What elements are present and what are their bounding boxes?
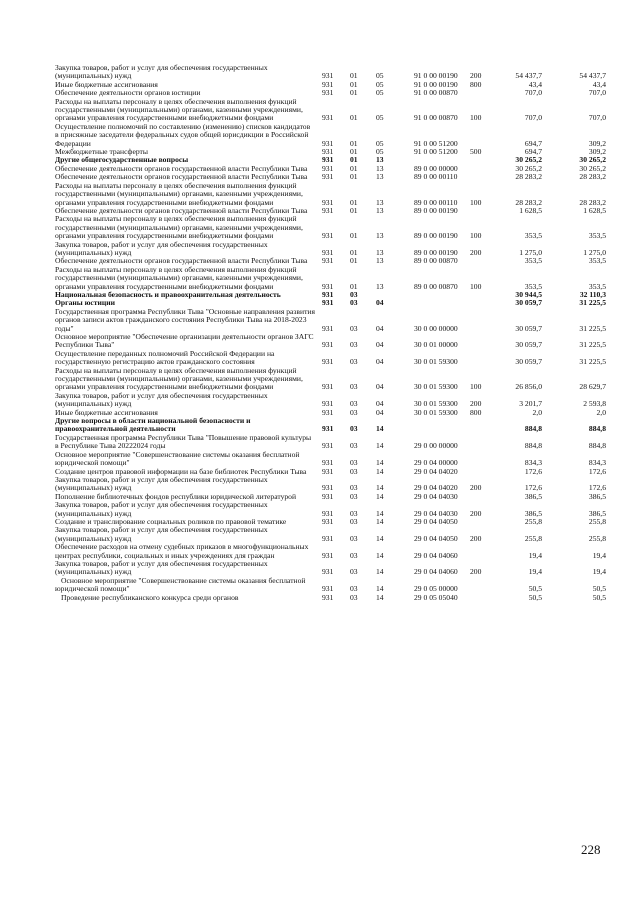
grbs-code-cell: 931 bbox=[322, 533, 334, 543]
target-article-cell: 29 0 04 04020 bbox=[414, 483, 458, 493]
subsection-code-cell: 13 bbox=[376, 172, 384, 182]
table-row bbox=[0, 123, 639, 148]
amount-year1-cell: 353,5 bbox=[524, 256, 542, 266]
budget-table bbox=[0, 64, 639, 602]
grbs-code-cell: 931 bbox=[322, 163, 334, 173]
grbs-code-cell: 931 bbox=[322, 407, 334, 417]
grbs-code-cell: 931 bbox=[322, 516, 334, 526]
amount-year1-cell: 30 059,7 bbox=[515, 340, 542, 350]
amount-year1-cell: 28 283,2 bbox=[515, 172, 542, 182]
row-description: Закупка товаров, работ и услуг для обеспечения государственных (муниципальных) нужд bbox=[55, 500, 268, 518]
subsection-code-cell: 05 bbox=[376, 79, 384, 89]
target-article-cell: 30 0 01 59300 bbox=[414, 357, 458, 367]
amount-year1-cell: 1 275,0 bbox=[519, 247, 542, 257]
subsection-code-cell: 14 bbox=[376, 491, 384, 501]
grbs-code-cell: 931 bbox=[322, 281, 334, 291]
amount-year2-cell: 2,0 bbox=[596, 407, 606, 417]
subsection-code-cell: 04 bbox=[376, 323, 384, 333]
target-article-cell: 29 0 04 04030 bbox=[414, 491, 458, 501]
amount-year2-cell: 353,5 bbox=[588, 231, 606, 241]
section-code-cell: 01 bbox=[350, 163, 358, 173]
amount-year2-cell: 172,6 bbox=[588, 466, 606, 476]
amount-year2-cell: 2 593,8 bbox=[583, 399, 606, 409]
table-row bbox=[0, 543, 639, 560]
section-code-cell: 03 bbox=[350, 466, 358, 476]
target-article-cell: 29 0 04 04020 bbox=[414, 466, 458, 476]
target-article-cell: 29 0 04 04060 bbox=[414, 567, 458, 577]
target-article-cell: 30 0 01 00000 bbox=[414, 340, 458, 350]
target-article-cell: 91 0 00 00190 bbox=[414, 71, 458, 81]
table-row bbox=[0, 182, 639, 207]
table-row bbox=[0, 392, 639, 409]
table-row bbox=[0, 501, 639, 518]
amount-year1-cell: 707,0 bbox=[524, 113, 542, 123]
amount-year2-cell: 30 265,2 bbox=[579, 163, 606, 173]
target-article-cell: 29 0 04 04050 bbox=[414, 533, 458, 543]
subsection-code-cell: 13 bbox=[376, 281, 384, 291]
target-article-cell: 91 0 00 00870 bbox=[414, 88, 458, 98]
table-row bbox=[0, 417, 639, 434]
expense-type-cell: 100 bbox=[470, 281, 482, 291]
amount-year1-cell: 19,4 bbox=[528, 567, 542, 577]
subsection-code-cell: 14 bbox=[376, 458, 384, 468]
section-code-cell: 01 bbox=[350, 172, 358, 182]
grbs-code-cell: 931 bbox=[322, 458, 334, 468]
table-row bbox=[0, 64, 639, 81]
amount-year2-cell: 32 110,3 bbox=[579, 289, 606, 299]
row-description: Государственная программа Республики Тыва "Основные направления развития органов записи актов гражданского состояния Республики Тыва на 2018-2023 годы" bbox=[55, 306, 315, 333]
grbs-code-cell: 931 bbox=[322, 340, 334, 350]
row-description: Расходы на выплаты персоналу в целях обеспечения выполнения функций государственными (муниципальными) органами, казенными учреждениями, органами управления государственными внебюджетными фондами bbox=[55, 180, 303, 207]
amount-year1-cell: 30 059,7 bbox=[515, 357, 542, 367]
grbs-code-cell: 931 bbox=[322, 256, 334, 266]
subsection-code-cell: 14 bbox=[376, 441, 384, 451]
target-article-cell: 91 0 00 00190 bbox=[414, 79, 458, 89]
amount-year2-cell: 1 275,0 bbox=[583, 247, 606, 257]
grbs-code-cell: 931 bbox=[322, 205, 334, 215]
expense-type-cell: 200 bbox=[470, 399, 482, 409]
subsection-code-cell: 04 bbox=[376, 340, 384, 350]
amount-year2-cell: 50,5 bbox=[592, 592, 606, 602]
section-code-cell: 01 bbox=[350, 147, 358, 157]
grbs-code-cell: 931 bbox=[322, 197, 334, 207]
grbs-code-cell: 931 bbox=[322, 247, 334, 257]
expense-type-cell: 800 bbox=[470, 407, 482, 417]
amount-year2-cell: 309,2 bbox=[588, 147, 606, 157]
table-row bbox=[0, 266, 639, 291]
target-article-cell: 89 0 00 00190 bbox=[414, 247, 458, 257]
section-code-cell: 01 bbox=[350, 247, 358, 257]
subsection-code-cell: 14 bbox=[376, 592, 384, 602]
subsection-code-cell: 05 bbox=[376, 147, 384, 157]
row-description: Иные бюджетные ассигнования bbox=[55, 407, 158, 417]
amount-year2-cell: 54 437,7 bbox=[579, 71, 606, 81]
grbs-code-cell: 931 bbox=[322, 138, 334, 148]
amount-year2-cell: 707,0 bbox=[588, 113, 606, 123]
grbs-code-cell: 931 bbox=[322, 483, 334, 493]
row-description: Иные бюджетные ассигнования bbox=[55, 79, 158, 89]
grbs-code-cell: 931 bbox=[322, 592, 334, 602]
table-row bbox=[0, 594, 639, 602]
table-row bbox=[0, 98, 639, 123]
subsection-code-cell: 13 bbox=[376, 155, 384, 165]
grbs-code-cell: 931 bbox=[322, 79, 334, 89]
target-article-cell: 29 0 04 04030 bbox=[414, 508, 458, 518]
amount-year1-cell: 255,8 bbox=[524, 516, 542, 526]
row-description: Закупка товаров, работ и услуг для обеспечения государственных (муниципальных) нужд bbox=[55, 474, 268, 493]
amount-year2-cell: 28 629,7 bbox=[579, 382, 606, 392]
amount-year1-cell: 30 059,7 bbox=[515, 323, 542, 333]
subsection-code-cell: 13 bbox=[376, 163, 384, 173]
table-row bbox=[0, 451, 639, 468]
amount-year2-cell: 50,5 bbox=[592, 584, 606, 594]
grbs-code-cell: 931 bbox=[322, 550, 334, 560]
amount-year2-cell: 884,8 bbox=[588, 424, 606, 434]
subsection-code-cell: 05 bbox=[376, 113, 384, 123]
section-code-cell: 03 bbox=[350, 567, 358, 577]
row-description: Основное мероприятие "Совершенствование системы оказания бесплатной юридической помощи" bbox=[55, 575, 306, 594]
amount-year2-cell: 707,0 bbox=[588, 88, 606, 98]
amount-year1-cell: 3 201,7 bbox=[519, 399, 542, 409]
amount-year1-cell: 255,8 bbox=[524, 533, 542, 543]
amount-year2-cell: 1 628,5 bbox=[583, 205, 606, 215]
grbs-code-cell: 931 bbox=[322, 289, 334, 299]
expense-type-cell: 100 bbox=[470, 113, 482, 123]
amount-year2-cell: 30 265,2 bbox=[579, 155, 606, 165]
subsection-code-cell: 04 bbox=[376, 357, 384, 367]
subsection-code-cell: 14 bbox=[376, 466, 384, 476]
table-row bbox=[0, 476, 639, 493]
expense-type-cell: 500 bbox=[470, 147, 482, 157]
row-description: Пополнение библиотечных фондов республики юридической литературой bbox=[55, 491, 297, 501]
table-row bbox=[0, 367, 639, 392]
row-description: Расходы на выплаты персоналу в целях обеспечения выполнения функций государственными (муниципальными) органами, казенными учреждениями, органами управления государственными внебюджетными фондами bbox=[55, 96, 303, 123]
section-code-cell: 01 bbox=[350, 281, 358, 291]
row-description: Осуществление переданных полномочий Российской Федерации на государственную регистрацию актов гражданского состояния bbox=[55, 348, 275, 367]
target-article-cell: 91 0 00 00870 bbox=[414, 113, 458, 123]
grbs-code-cell: 931 bbox=[322, 298, 334, 308]
amount-year1-cell: 1 628,5 bbox=[519, 205, 542, 215]
target-article-cell: 89 0 00 00870 bbox=[414, 281, 458, 291]
section-code-cell: 03 bbox=[350, 533, 358, 543]
section-code-cell: 03 bbox=[350, 550, 358, 560]
amount-year1-cell: 26 856,0 bbox=[515, 382, 542, 392]
amount-year1-cell: 54 437,7 bbox=[515, 71, 542, 81]
amount-year2-cell: 309,2 bbox=[588, 138, 606, 148]
grbs-code-cell: 931 bbox=[322, 323, 334, 333]
row-description: Закупка товаров, работ и услуг для обеспечения государственных (муниципальных) нужд bbox=[55, 525, 268, 543]
amount-year2-cell: 31 225,5 bbox=[579, 298, 606, 308]
row-description: Проведение республиканского конкурса среди органов bbox=[61, 592, 239, 602]
subsection-code-cell: 14 bbox=[376, 550, 384, 560]
amount-year1-cell: 172,6 bbox=[524, 466, 542, 476]
amount-year2-cell: 386,5 bbox=[588, 491, 606, 501]
row-description: Закупка товаров, работ и услуг для обеспечения государственных (муниципальных) нужд bbox=[55, 558, 268, 577]
row-description: Межбюджетные трансферты bbox=[55, 147, 148, 157]
grbs-code-cell: 931 bbox=[322, 399, 334, 409]
target-article-cell: 29 0 04 04050 bbox=[414, 516, 458, 526]
grbs-code-cell: 931 bbox=[322, 147, 334, 157]
target-article-cell: 29 0 05 00000 bbox=[414, 584, 458, 594]
grbs-code-cell: 931 bbox=[322, 231, 334, 241]
target-article-cell: 91 0 00 51200 bbox=[414, 147, 458, 157]
target-article-cell: 89 0 00 00000 bbox=[414, 163, 458, 173]
expense-type-cell: 200 bbox=[470, 533, 482, 543]
subsection-code-cell: 14 bbox=[376, 508, 384, 518]
section-code-cell: 01 bbox=[350, 155, 358, 165]
grbs-code-cell: 931 bbox=[322, 113, 334, 123]
expense-type-cell: 200 bbox=[470, 247, 482, 257]
grbs-code-cell: 931 bbox=[322, 584, 334, 594]
expense-type-cell: 100 bbox=[470, 197, 482, 207]
grbs-code-cell: 931 bbox=[322, 382, 334, 392]
amount-year2-cell: 19,4 bbox=[592, 567, 606, 577]
subsection-code-cell: 05 bbox=[376, 138, 384, 148]
grbs-code-cell: 931 bbox=[322, 155, 334, 165]
target-article-cell: 30 0 01 59300 bbox=[414, 407, 458, 417]
amount-year2-cell: 255,8 bbox=[588, 516, 606, 526]
section-code-cell: 01 bbox=[350, 113, 358, 123]
subsection-code-cell: 13 bbox=[376, 197, 384, 207]
amount-year1-cell: 834,3 bbox=[524, 458, 542, 468]
amount-year1-cell: 30 059,7 bbox=[515, 298, 542, 308]
expense-type-cell: 100 bbox=[470, 382, 482, 392]
amount-year2-cell: 884,8 bbox=[588, 441, 606, 451]
target-article-cell: 89 0 00 00190 bbox=[414, 205, 458, 215]
target-article-cell: 89 0 00 00110 bbox=[414, 172, 458, 182]
grbs-code-cell: 931 bbox=[322, 88, 334, 98]
subsection-code-cell: 05 bbox=[376, 88, 384, 98]
section-code-cell: 01 bbox=[350, 79, 358, 89]
amount-year1-cell: 884,8 bbox=[524, 441, 542, 451]
amount-year1-cell: 2,0 bbox=[532, 407, 542, 417]
amount-year2-cell: 834,3 bbox=[588, 458, 606, 468]
section-code-cell: 03 bbox=[350, 323, 358, 333]
section-code-cell: 03 bbox=[350, 289, 358, 299]
subsection-code-cell: 14 bbox=[376, 533, 384, 543]
amount-year1-cell: 30 265,2 bbox=[515, 155, 542, 165]
subsection-code-cell: 13 bbox=[376, 256, 384, 266]
expense-type-cell: 200 bbox=[470, 508, 482, 518]
section-code-cell: 01 bbox=[350, 231, 358, 241]
row-description: Другие вопросы в области национальной безопасности и правоохранительной деятельности bbox=[55, 416, 251, 434]
amount-year2-cell: 255,8 bbox=[588, 533, 606, 543]
amount-year2-cell: 353,5 bbox=[588, 256, 606, 266]
row-description: Закупка товаров, работ и услуг для обеспечения государственных (муниципальных) нужд bbox=[55, 63, 268, 81]
section-code-cell: 03 bbox=[350, 584, 358, 594]
subsection-code-cell: 13 bbox=[376, 247, 384, 257]
grbs-code-cell: 931 bbox=[322, 508, 334, 518]
row-description: Обеспечение деятельности органов государственной власти Республики Тыва bbox=[55, 163, 308, 173]
expense-type-cell: 200 bbox=[470, 483, 482, 493]
amount-year1-cell: 353,5 bbox=[524, 231, 542, 241]
target-article-cell: 29 0 04 00000 bbox=[414, 458, 458, 468]
section-code-cell: 03 bbox=[350, 491, 358, 501]
target-article-cell: 89 0 00 00870 bbox=[414, 256, 458, 266]
section-code-cell: 03 bbox=[350, 508, 358, 518]
section-code-cell: 03 bbox=[350, 592, 358, 602]
grbs-code-cell: 931 bbox=[322, 71, 334, 81]
section-code-cell: 03 bbox=[350, 407, 358, 417]
subsection-code-cell: 14 bbox=[376, 424, 384, 434]
row-description: Закупка товаров, работ и услуг для обеспечения государственных (муниципальных) нужд bbox=[55, 239, 268, 257]
row-description: Государственная программа Республики Тыва "Повышение правовой культуры в Республике Тыва 20222024 годы bbox=[55, 432, 312, 451]
amount-year2-cell: 43,4 bbox=[592, 79, 606, 89]
row-description: Обеспечение деятельности органов государственной власти Республики Тыва bbox=[55, 172, 308, 182]
subsection-code-cell: 14 bbox=[376, 483, 384, 493]
table-row bbox=[0, 241, 639, 258]
row-description: Расходы на выплаты персоналу в целях обеспечения выполнения функций государственными (муниципальными) органами, казенными учреждениями, органами управления государственными внебюджетными фондами bbox=[55, 365, 303, 392]
section-code-cell: 03 bbox=[350, 399, 358, 409]
amount-year1-cell: 707,0 bbox=[524, 88, 542, 98]
amount-year1-cell: 353,5 bbox=[524, 281, 542, 291]
amount-year2-cell: 172,6 bbox=[588, 483, 606, 493]
section-code-cell: 03 bbox=[350, 382, 358, 392]
grbs-code-cell: 931 bbox=[322, 357, 334, 367]
amount-year1-cell: 50,5 bbox=[528, 592, 542, 602]
subsection-code-cell: 14 bbox=[376, 567, 384, 577]
amount-year1-cell: 386,5 bbox=[524, 491, 542, 501]
table-row bbox=[0, 333, 639, 350]
grbs-code-cell: 931 bbox=[322, 567, 334, 577]
section-code-cell: 03 bbox=[350, 424, 358, 434]
amount-year1-cell: 30 265,2 bbox=[515, 163, 542, 173]
grbs-code-cell: 931 bbox=[322, 441, 334, 451]
row-description: Обеспечение деятельности органов государственной власти Республики Тыва bbox=[55, 205, 308, 215]
amount-year2-cell: 386,5 bbox=[588, 508, 606, 518]
section-code-cell: 03 bbox=[350, 516, 358, 526]
amount-year2-cell: 353,5 bbox=[588, 281, 606, 291]
row-description: Обеспечение деятельности органов юстиции bbox=[55, 88, 201, 98]
expense-type-cell: 800 bbox=[470, 79, 482, 89]
section-code-cell: 01 bbox=[350, 71, 358, 81]
table-row bbox=[0, 560, 639, 577]
subsection-code-cell: 04 bbox=[376, 298, 384, 308]
amount-year2-cell: 28 283,2 bbox=[579, 197, 606, 207]
row-description: Обеспечение деятельности органов государственной власти Республики Тыва bbox=[55, 256, 308, 266]
row-description: Основное мероприятие "Обеспечение организации деятельности органов ЗАГС Республики Тыва" bbox=[55, 332, 314, 350]
amount-year2-cell: 31 225,5 bbox=[579, 340, 606, 350]
amount-year1-cell: 172,6 bbox=[524, 483, 542, 493]
row-description: Органы юстиции bbox=[55, 298, 115, 308]
row-description: Национальная безопасность и правоохранительная деятельность bbox=[55, 289, 281, 299]
page-number: 228 bbox=[581, 842, 601, 857]
section-code-cell: 03 bbox=[350, 458, 358, 468]
row-description: Закупка товаров, работ и услуг для обеспечения государственных (муниципальных) нужд bbox=[55, 390, 268, 409]
row-description: Осуществление полномочий по составлению (изменению) списков кандидатов в присяжные заседатели федеральных судов общей юрисдикции в Российской Федерации bbox=[55, 121, 311, 148]
subsection-code-cell: 04 bbox=[376, 399, 384, 409]
grbs-code-cell: 931 bbox=[322, 424, 334, 434]
target-article-cell: 29 0 00 00000 bbox=[414, 441, 458, 451]
grbs-code-cell: 931 bbox=[322, 466, 334, 476]
section-code-cell: 03 bbox=[350, 441, 358, 451]
amount-year1-cell: 694,7 bbox=[524, 147, 542, 157]
subsection-code-cell: 13 bbox=[376, 205, 384, 215]
row-description: Другие общегосударственные вопросы bbox=[55, 155, 189, 165]
amount-year2-cell: 31 225,5 bbox=[579, 357, 606, 367]
grbs-code-cell: 931 bbox=[322, 172, 334, 182]
amount-year1-cell: 386,5 bbox=[524, 508, 542, 518]
expense-type-cell: 200 bbox=[470, 567, 482, 577]
amount-year2-cell: 19,4 bbox=[592, 550, 606, 560]
subsection-code-cell: 13 bbox=[376, 231, 384, 241]
table-row bbox=[0, 308, 639, 333]
amount-year1-cell: 28 283,2 bbox=[515, 197, 542, 207]
amount-year1-cell: 19,4 bbox=[528, 550, 542, 560]
row-description: Основное мероприятие "Совершенствование системы оказания бесплатной юридической помощи" bbox=[55, 449, 300, 468]
table-row bbox=[0, 577, 639, 594]
table-row bbox=[0, 350, 639, 367]
amount-year2-cell: 28 283,2 bbox=[579, 172, 606, 182]
expense-type-cell: 100 bbox=[470, 231, 482, 241]
amount-year1-cell: 694,7 bbox=[524, 138, 542, 148]
table-row bbox=[0, 215, 639, 240]
amount-year1-cell: 50,5 bbox=[528, 584, 542, 594]
table-row bbox=[0, 434, 639, 451]
amount-year1-cell: 884,8 bbox=[524, 424, 542, 434]
subsection-code-cell: 14 bbox=[376, 584, 384, 594]
section-code-cell: 03 bbox=[350, 357, 358, 367]
amount-year1-cell: 30 944,5 bbox=[515, 289, 542, 299]
expense-type-cell: 200 bbox=[470, 71, 482, 81]
section-code-cell: 01 bbox=[350, 205, 358, 215]
table-row bbox=[0, 526, 639, 543]
row-description: Обеспечение расходов на отмену судебных приказов в многофункциональных центрах республики, социальных и иных учреждениях для граждан bbox=[55, 542, 309, 560]
row-description: Создание и транслирование социальных роликов по правовой тематике bbox=[55, 516, 287, 526]
target-article-cell: 89 0 00 00190 bbox=[414, 231, 458, 241]
section-code-cell: 03 bbox=[350, 340, 358, 350]
section-code-cell: 01 bbox=[350, 197, 358, 207]
target-article-cell: 30 0 01 59300 bbox=[414, 399, 458, 409]
grbs-code-cell: 931 bbox=[322, 491, 334, 501]
section-code-cell: 01 bbox=[350, 88, 358, 98]
section-code-cell: 01 bbox=[350, 138, 358, 148]
section-code-cell: 03 bbox=[350, 483, 358, 493]
subsection-code-cell: 04 bbox=[376, 382, 384, 392]
subsection-code-cell: 05 bbox=[376, 71, 384, 81]
amount-year2-cell: 31 225,5 bbox=[579, 323, 606, 333]
target-article-cell: 30 0 01 59300 bbox=[414, 382, 458, 392]
section-code-cell: 03 bbox=[350, 298, 358, 308]
target-article-cell: 29 0 05 05040 bbox=[414, 592, 458, 602]
section-code-cell: 01 bbox=[350, 256, 358, 266]
row-description: Расходы на выплаты персоналу в целях обеспечения выполнения функций государственными (муниципальными) органами, казенными учреждениями, органами управления государственными внебюджетными фондами bbox=[55, 264, 303, 291]
target-article-cell: 30 0 00 00000 bbox=[414, 323, 458, 333]
row-description: Расходы на выплаты персоналу в целях обеспечения выполнения функций государственными (муниципальными) органами, казенными учреждениями, органами управления государственными внебюджетными фондами bbox=[55, 214, 303, 241]
subsection-code-cell: 04 bbox=[376, 407, 384, 417]
amount-year1-cell: 43,4 bbox=[528, 79, 542, 89]
target-article-cell: 89 0 00 00110 bbox=[414, 197, 458, 207]
target-article-cell: 29 0 04 04060 bbox=[414, 550, 458, 560]
target-article-cell: 91 0 00 51200 bbox=[414, 138, 458, 148]
subsection-code-cell: 14 bbox=[376, 516, 384, 526]
row-description: Создание центров правовой информации на базе библиотек Республики Тыва bbox=[55, 466, 307, 476]
